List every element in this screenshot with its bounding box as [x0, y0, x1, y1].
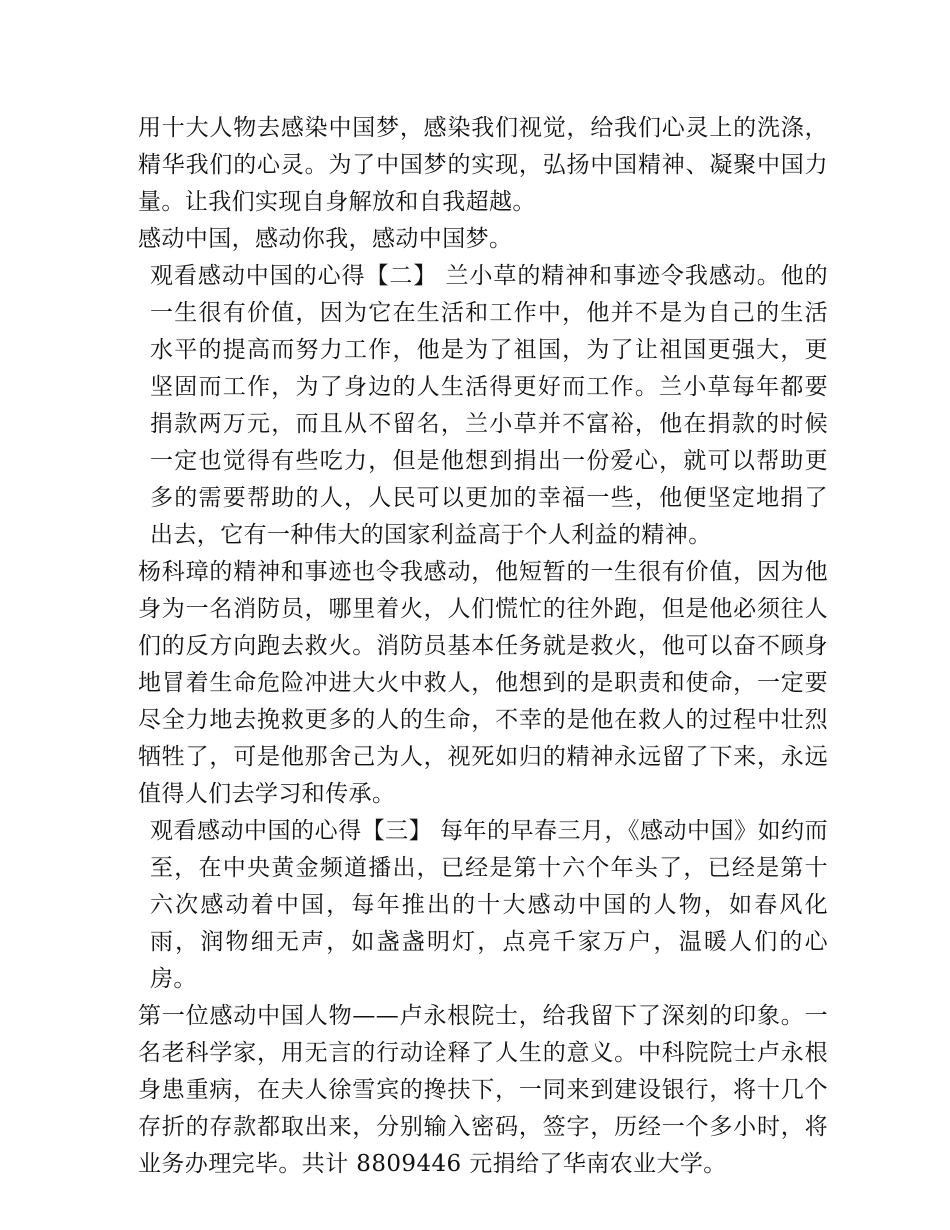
paragraph-2: 感动中国，感动你我，感动中国梦。	[138, 226, 513, 252]
document-body	[138, 110, 828, 1183]
paragraph-1: 用十大人物去感染中国梦，感染我们视觉，给我们心灵上的洗涤，精华我们的心灵。为了中国梦的实现，弘扬中国精神、凝聚中国力量。让我们实现自身解放和自我超越。	[138, 115, 828, 215]
paragraph-6: 第一位感动中国人物——卢永根院士，给我留下了深刻的印象。一名老科学家，用无言的行动诠释了人生的意义。中科院院士卢永根身患重病，在夫人徐雪宾的搀扶下，一同来到建设银行，将十几个存折的存款都取出来，分别输入密码，签字，历经一个多小时，将业务办理完毕。共计 8809446 元捐给了华南农业大学。	[138, 1003, 828, 1177]
paragraph-3: 观看感动中国的心得【二】 兰小草的精神和事迹令我感动。他的一生很有价值，因为它在生活和工作中，他并不是为自己的生活水平的提高而努力工作，他是为了祖国，为了让祖国更强大，更坚固而工作，为了身边的人生活得更好而工作。兰小草每年都要捐款两万元，而且从不留名，兰小草并不富裕，他在捐款的时候一定也觉得有些吃力，但是他想到捐出一份爱心，就可以帮助更多的需要帮助的人，人民可以更加的幸福一些，他便坚定地捐了出去，它有一种伟大的国家利益高于个人利益的精神。	[150, 263, 828, 548]
paragraph-5: 观看感动中国的心得【三】 每年的早春三月，《感动中国》如约而至，在中央黄金频道播出，已经是第十六个年头了，已经是第十六次感动着中国，每年推出的十大感动中国的人物，如春风化雨，润物细无声，如盏盏明灯，点亮千家万户，温暖人们的心房。	[150, 818, 828, 992]
paragraph-4: 杨科璋的精神和事迹也令我感动，他短暂的一生很有价值，因为他身为一名消防员，哪里着火，人们慌忙的往外跑，但是他必须往人们的反方向跑去救火。消防员基本任务就是救火，他可以奋不顾身地冒着生命危险冲进大火中救人，他想到的是职责和使命，一定要尽全力地去挽救更多的人的生命，不幸的是他在救人的过程中壮烈牺牲了，可是他那舍己为人，视死如归的精神永远留了下来，永远值得人们去学习和传承。	[138, 559, 828, 807]
